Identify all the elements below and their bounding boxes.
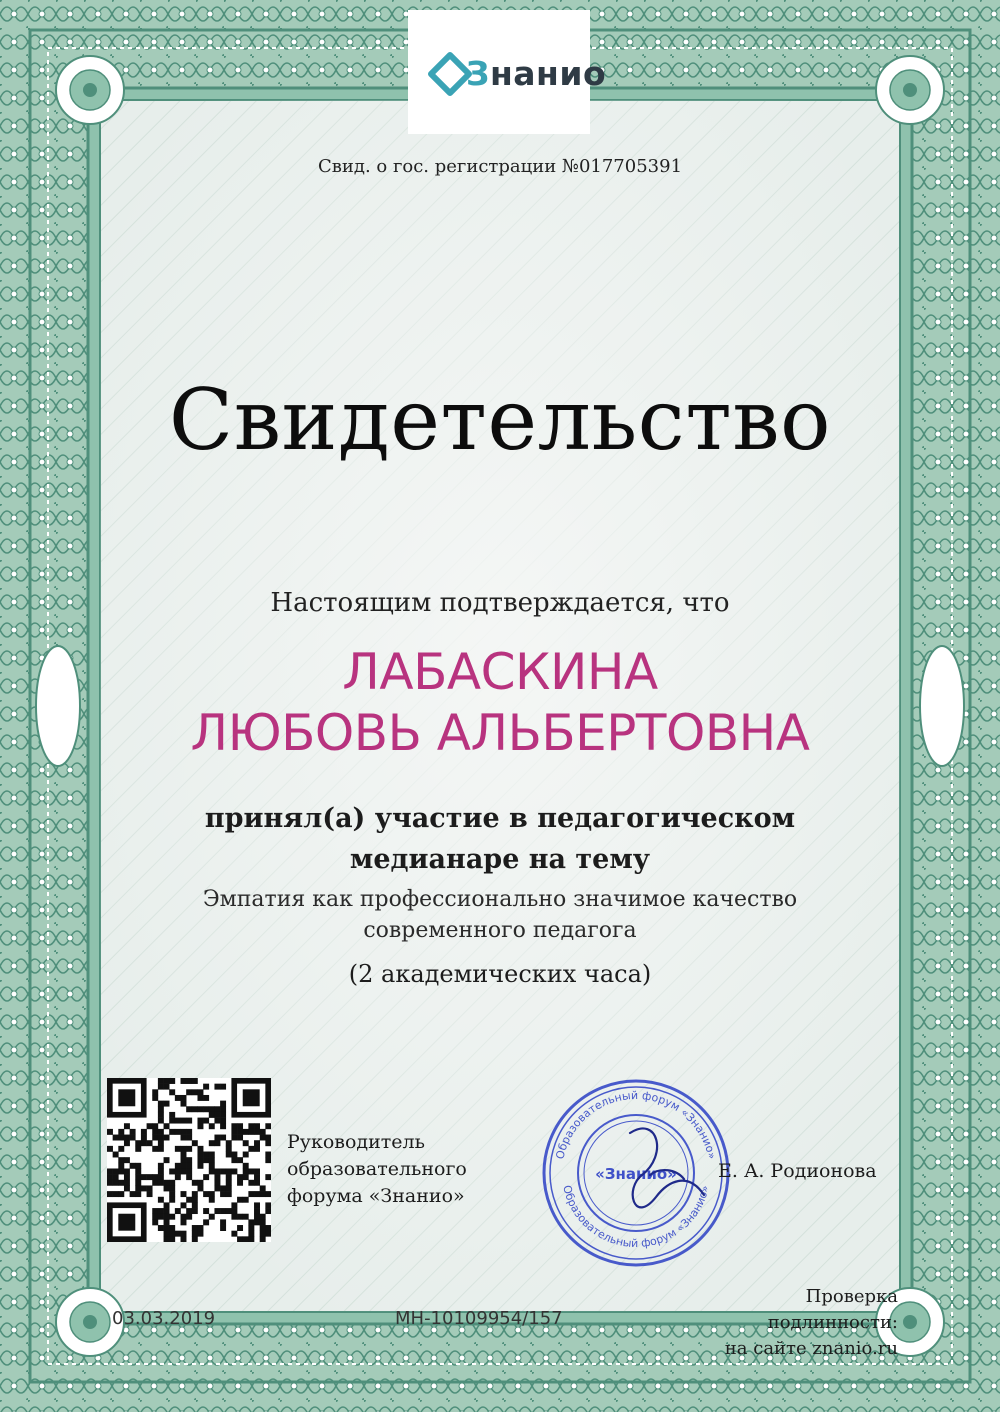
document-title: Свидетельство xyxy=(168,371,832,469)
stamp-center-text: «Знанио» xyxy=(595,1165,677,1183)
verification-note xyxy=(690,1284,898,1362)
registration-number: Свид. о гос. регистрации №017705391 xyxy=(317,156,683,177)
participation-line: медианаре на тему xyxy=(349,844,651,875)
signer-name: Е. А. Родионова xyxy=(718,1160,877,1182)
confirmation-text: Настоящим подтверждается, что xyxy=(270,588,730,618)
logo-wordmark: Знанио xyxy=(466,54,607,93)
topic-line: Эмпатия как профессионально значимое качество xyxy=(202,887,798,912)
academic-hours: (2 академических часа) xyxy=(348,960,652,988)
participation-text xyxy=(0,798,1000,880)
verify-link[interactable]: на сайте znanio.ru xyxy=(724,1338,898,1359)
issue-date: 03.03.2019 xyxy=(112,1308,216,1329)
stamp-ring-text: Образовательный форум «Знанио» xyxy=(553,1088,719,1161)
position-line: образовательного xyxy=(287,1158,467,1180)
participation-line: принял(а) участие в педагогическом xyxy=(204,803,796,834)
topic-line: современного педагога xyxy=(363,918,637,943)
webinar-topic xyxy=(0,884,1000,946)
qr-code-icon[interactable] xyxy=(107,1078,271,1242)
certificate-number: МН-10109954/157 xyxy=(395,1308,563,1329)
signatory-position xyxy=(287,1129,467,1210)
logo-card xyxy=(408,10,607,134)
stamp-ring-text-bottom: Образовательный форум «Знанио» xyxy=(560,1183,712,1251)
recipient-given-names: ЛЮБОВЬ АЛЬБЕРТОВНА xyxy=(190,704,810,762)
position-line: Руководитель xyxy=(287,1131,425,1153)
verify-line: подлинности: xyxy=(767,1312,898,1333)
official-stamp xyxy=(538,1075,734,1271)
recipient-name xyxy=(0,642,1000,764)
position-line: форума «Знанио» xyxy=(287,1185,465,1207)
verify-line: Проверка xyxy=(805,1286,898,1307)
recipient-surname: ЛАБАСКИНА xyxy=(342,643,658,701)
